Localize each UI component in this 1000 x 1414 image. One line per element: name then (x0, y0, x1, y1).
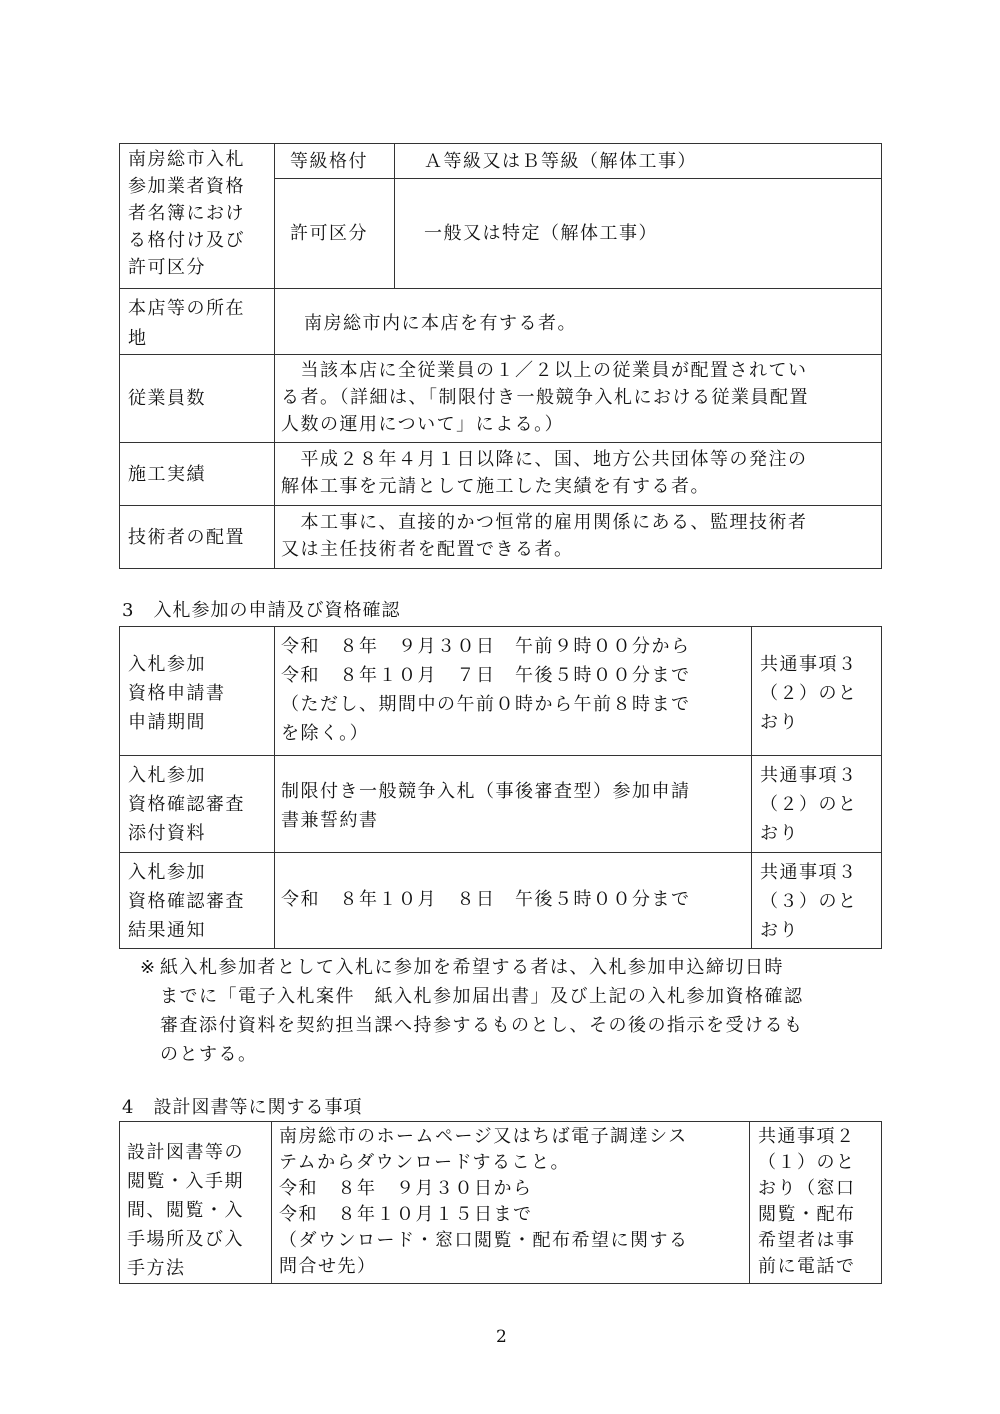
s4-r1-label: 設計図書等の 閲覧・入手期 間、閲覧・入 手場所及び入 手方法 (127, 1142, 244, 1279)
table1-r4-label: 施工実績 (128, 464, 206, 485)
s3-r3-label: 入札参加 資格確認審査 結果通知 (128, 862, 245, 941)
s3-r2-note: 共通事項３ （２）のと おり (760, 765, 858, 844)
table1-r1a-sub: 等級格付 (290, 151, 368, 172)
s4-r1-note: 共通事項２ （１）のと おり（窓口 閲覧・配布 希望者は事 前に電話で (758, 1126, 856, 1277)
table1-r5-val: 本工事に、直接的かつ恒常的雇用関係にある、監理技術者 又は主任技術者を配置できる者。 (281, 512, 808, 560)
section3-heading: 3 入札参加の申請及び資格確認 (122, 600, 401, 621)
s3-r3-val: 令和 ８年１０月 ８日 午後５時００分まで (281, 889, 691, 910)
s3-r2-val: 制限付き一般競争入札（事後審査型）参加申請 書兼誓約書 (281, 781, 691, 831)
s3-r1-note: 共通事項３ （２）のと おり (760, 654, 858, 733)
table1-r2-label: 本店等の所在 地 (128, 298, 245, 349)
table1-r1a-val: Ａ等級又はＢ等級（解体工事） (424, 151, 697, 172)
s3-r3-note: 共通事項３ （３）のと おり (760, 862, 858, 941)
table1-r4-val: 平成２８年４月１日以降に、国、地方公共団体等の発注の 解体工事を元請として施工した実績を有する者。 (281, 449, 808, 497)
page-number: 2 (496, 1327, 507, 1347)
s3-r1-label: 入札参加 資格申請書 申請期間 (128, 654, 226, 733)
section4-heading: 4 設計図書等に関する事項 (122, 1097, 363, 1118)
note-mark: ※ (140, 957, 157, 978)
table1-r2-val: 南房総市内に本店を有する者。 (304, 313, 577, 334)
table1-r5-label: 技術者の配置 (128, 527, 245, 548)
table1-r1b-val: 一般又は特定（解体工事） (424, 223, 658, 244)
table1-r3-label: 従業員数 (128, 388, 206, 409)
s3-r2-label: 入札参加 資格確認審査 添付資料 (128, 765, 245, 844)
table1-r3-val: 当該本店に全従業員の１／２以上の従業員が配置されてい る者。（詳細は、「制限付き一般競争入札における従業員配置 人数の運用について」による。） (281, 360, 809, 435)
table1-r1-label: 南房総市入札 参加業者資格 者名簿におけ る格付け及び 許可区分 (128, 149, 245, 278)
note-text: 紙入札参加者として入札に参加を希望する者は、入札参加申込締切日時 までに「電子入札案件 紙入札参加届出書」及び上記の入札参加資格確認 審査添付資料を契約担当課へ持参するものとし、その後の指示を受けるも のとする。 (160, 957, 804, 1065)
s4-r1-val: 南房総市のホームページ又はちば電子調達シス テムからダウンロードすること。 令和 ８年 ９月３０日から 令和 ８年１０月１５日まで （ダウンロード・窓口閲覧・配布希望に関する 問合せ先） (279, 1126, 689, 1277)
s3-r1-val: 令和 ８年 ９月３０日 午前９時００分から 令和 ８年１０月 ７日 午後５時００分まで （ただし、期間中の午前０時から午前８時まで を除く。） (281, 636, 691, 744)
table1-r1b-sub: 許可区分 (290, 223, 368, 244)
